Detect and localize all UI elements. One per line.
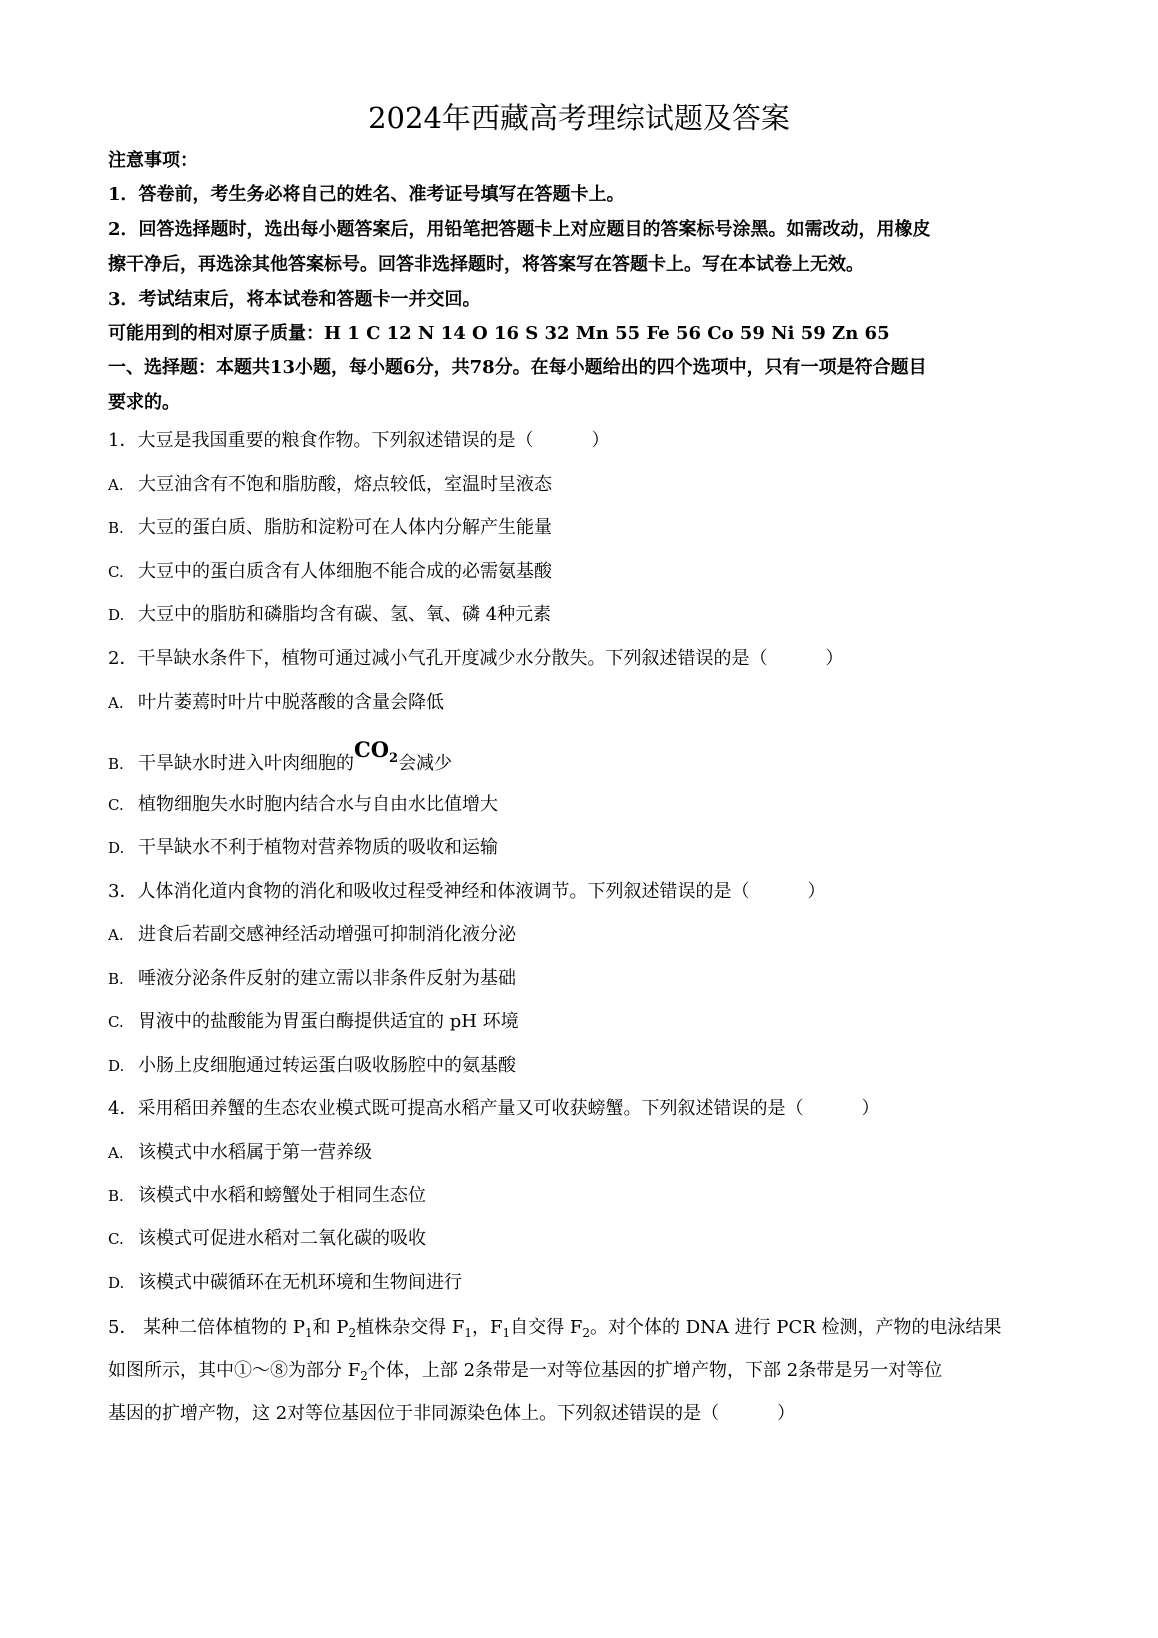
notice-item-2-line-2: 擦干净后，再选涂其他答案标号。回答非选择题时，将答案写在答题卡上。写在本试卷上无效。 — [108, 254, 864, 275]
option-letter: C. — [108, 796, 124, 814]
question-1-option-d — [108, 602, 551, 628]
option-letter: B. — [108, 519, 124, 537]
option-letter: A. — [108, 476, 124, 494]
question-1-option-b — [108, 515, 552, 541]
question-2-text: 2．干旱缺水条件下，植物可通过减小气孔开度减少水分散失。下列叙述错误的是（ — [108, 648, 768, 669]
question-5-line-3: 基因的扩增产物，这 2对等位基因位于非同源染色体上。下列叙述错误的是（ ） — [108, 1403, 796, 1424]
option-letter: A. — [108, 926, 124, 944]
question-3-option-c — [108, 1009, 519, 1035]
question-5-line-1: 5． 某种二倍体植物的 $P_1$和 $P_2$植株杂交得 $F_1$，$F_1$自交得 $F_2$。对个体的 DNA 进行 PCR 检测，产物的电泳结果 — [108, 1317, 1002, 1340]
option-letter: C. — [108, 1013, 124, 1031]
question-4-option-d — [108, 1270, 462, 1296]
option-letter: A. — [108, 1144, 124, 1162]
option-text: 该模式中水稻属于第一营养级 — [138, 1142, 372, 1163]
option-text: 大豆中的脂肪和磷脂均含有碳、氢、氧、磷 4种元素 — [138, 604, 552, 625]
option-text: 小肠上皮细胞通过转运蛋白吸收肠腔中的氨基酸 — [138, 1055, 516, 1076]
option-text: 大豆油含有不饱和脂肪酸，熔点较低，室温时呈液态 — [138, 474, 552, 495]
notice-item-3: 3．考试结束后，将本试卷和答题卡一并交回。 — [108, 289, 481, 310]
question-2-option-d — [108, 835, 498, 861]
question-2-option-b — [108, 737, 453, 777]
question-2-close: ） — [825, 648, 844, 669]
option-letter: B. — [108, 970, 124, 988]
co2-formula: $CO_2$ — [354, 737, 399, 766]
question-5-line-2: 如图所示，其中①～⑧为部分 $F_2$个体，上部 2条带是一对等位基因的扩增产物，下部 2条带是另一对等位 — [108, 1360, 943, 1383]
option-text: 进食后若副交感神经活动增强可抑制消化液分泌 — [138, 924, 516, 945]
option-text: 叶片萎蔫时叶片中脱落酸的含量会降低 — [138, 692, 444, 713]
notice-item-1: 1．答卷前，考生务必将自己的姓名、准考证号填写在答题卡上。 — [108, 184, 625, 205]
option-letter: B. — [108, 755, 124, 773]
question-3-stem — [108, 879, 825, 905]
question-4-text: 4．采用稻田养蟹的生态农业模式既可提高水稻产量又可收获螃蟹。下列叙述错误的是（ — [108, 1098, 804, 1119]
question-2-stem — [108, 646, 843, 672]
question-1-close: ） — [591, 430, 610, 451]
question-2-option-c — [108, 792, 498, 818]
option-text-before: 干旱缺水时进入叶肉细胞的 — [138, 753, 354, 774]
question-1-option-a — [108, 472, 552, 498]
question-3-option-a — [108, 922, 516, 948]
option-text: 该模式中水稻和螃蟹处于相同生态位 — [138, 1185, 426, 1206]
option-letter: C. — [108, 1230, 124, 1248]
section-heading-line-2: 要求的。 — [108, 392, 180, 413]
option-letter: B. — [108, 1187, 124, 1205]
option-text: 该模式中碳循环在无机环境和生物间进行 — [138, 1272, 462, 1293]
question-4-option-a — [108, 1140, 372, 1166]
option-text: 唾液分泌条件反射的建立需以非条件反射为基础 — [138, 968, 516, 989]
option-text: 植物细胞失水时胞内结合水与自由水比值增大 — [138, 794, 498, 815]
option-letter: A. — [108, 694, 124, 712]
atomic-mass-line: 可能用到的相对原子质量：H 1 C 12 N 14 O 16 S 32 Mn 55 Fe 56 Co 59 Ni 59 Zn 65 — [108, 323, 890, 344]
option-text: 大豆的蛋白质、脂肪和淀粉可在人体内分解产生能量 — [138, 517, 552, 538]
option-letter: D. — [108, 1274, 125, 1292]
option-text: 胃液中的盐酸能为胃蛋白酶提供适宜的 pH 环境 — [138, 1011, 519, 1032]
question-4-option-b — [108, 1183, 426, 1209]
question-1-stem — [108, 428, 609, 454]
question-2-option-a — [108, 690, 444, 716]
option-text: 干旱缺水不利于植物对营养物质的吸收和运输 — [138, 837, 498, 858]
notice-item-2-line-1: 2．回答选择题时，选出每小题答案后，用铅笔把答题卡上对应题目的答案标号涂黑。如需改动，用橡皮 — [108, 219, 931, 240]
question-1-option-c — [108, 559, 552, 585]
question-3-option-d — [108, 1053, 516, 1079]
section-heading-line-1: 一、选择题：本题共13小题，每小题6分，共78分。在每小题给出的四个选项中，只有一项是符合题目 — [108, 357, 927, 378]
question-3-close: ） — [807, 881, 826, 902]
question-4-stem — [108, 1096, 879, 1122]
option-text-after: 会减少 — [398, 753, 453, 774]
option-text: 大豆中的蛋白质含有人体细胞不能合成的必需氨基酸 — [138, 561, 552, 582]
question-4-close: ） — [861, 1098, 880, 1119]
question-1-text: 1．大豆是我国重要的粮食作物。下列叙述错误的是（ — [108, 430, 534, 451]
option-letter: D. — [108, 1057, 125, 1075]
question-3-text: 3．人体消化道内食物的消化和吸收过程受神经和体液调节。下列叙述错误的是（ — [108, 881, 750, 902]
question-3-option-b — [108, 966, 516, 992]
question-5-close: ） — [777, 1403, 796, 1424]
notice-heading: 注意事项： — [108, 150, 198, 171]
option-letter: C. — [108, 563, 124, 581]
option-letter: D. — [108, 839, 125, 857]
option-text: 该模式可促进水稻对二氧化碳的吸收 — [138, 1228, 426, 1249]
question-4-option-c — [108, 1226, 426, 1252]
option-letter: D. — [108, 606, 125, 624]
page-title: 2024年西藏高考理综试题及答案 — [368, 101, 790, 135]
